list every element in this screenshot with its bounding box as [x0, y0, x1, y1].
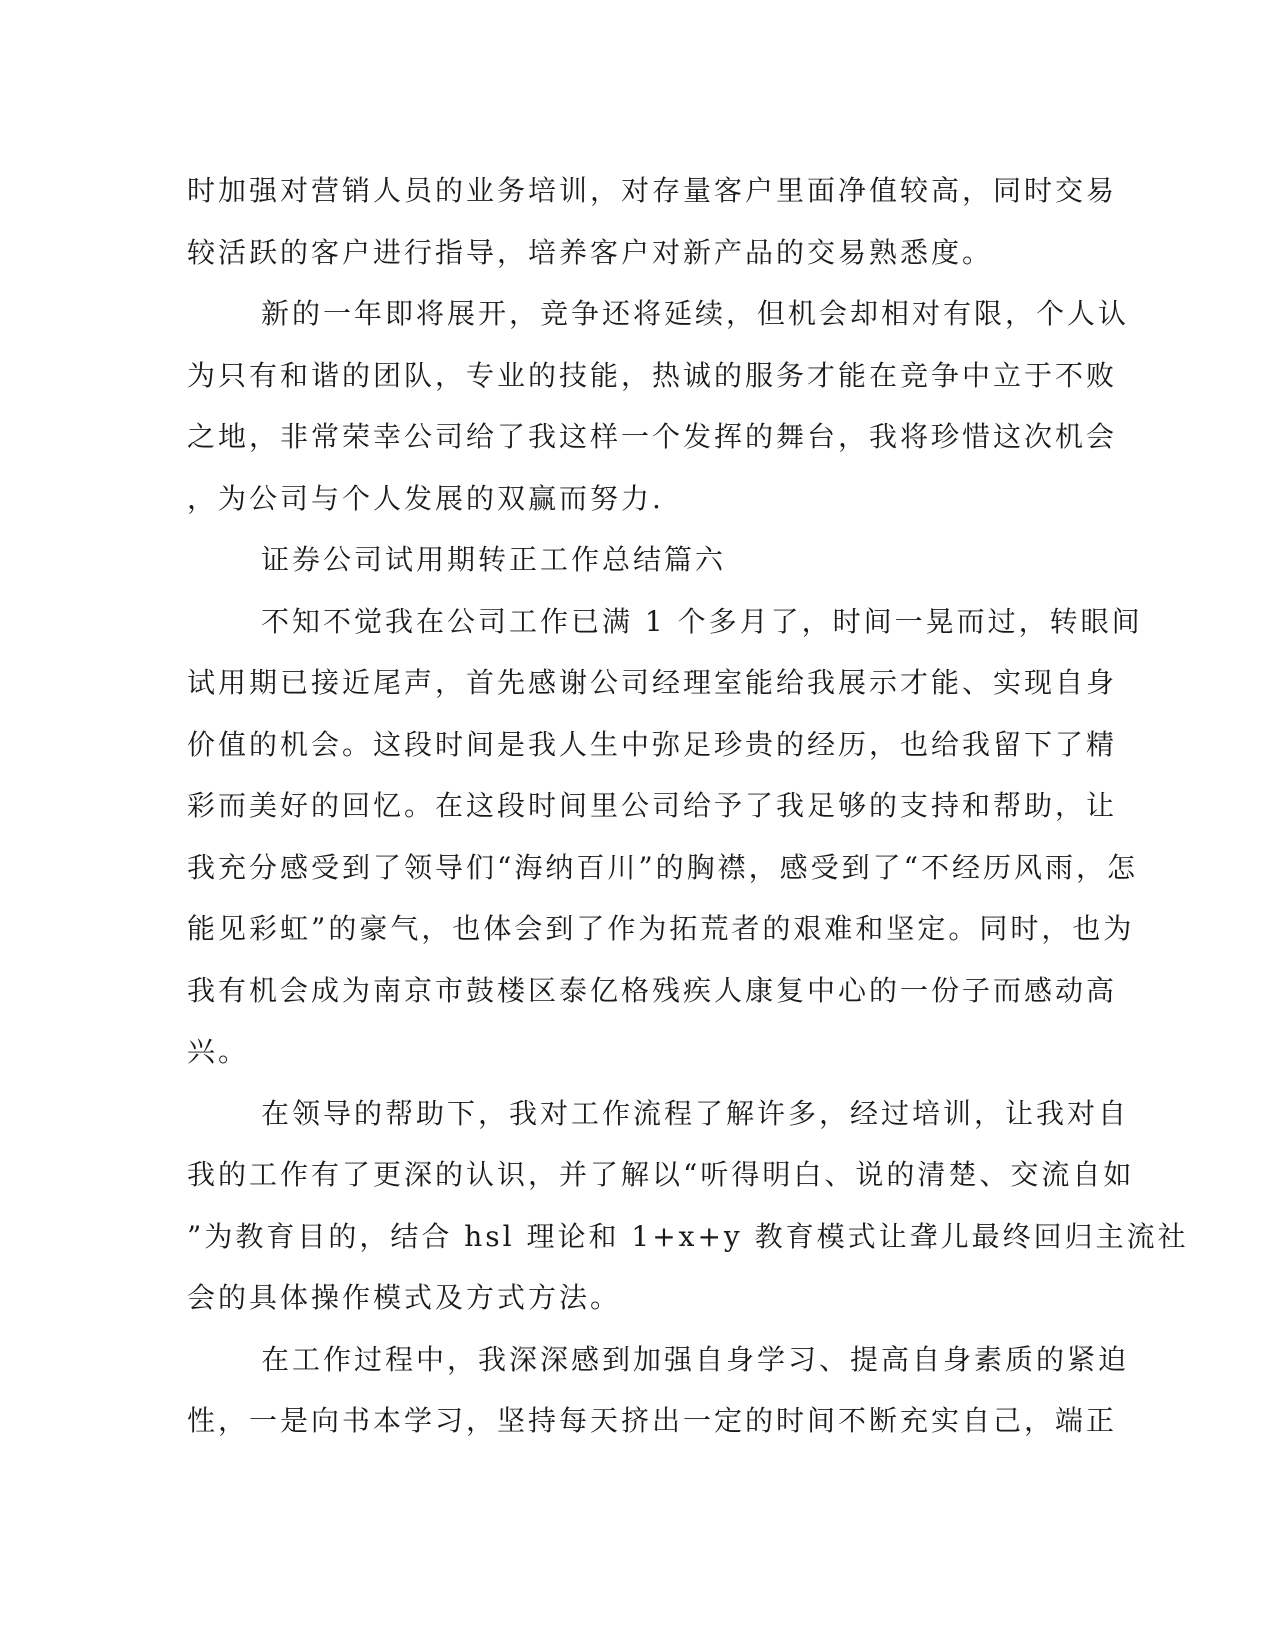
text-line: 我有机会成为南京市鼓楼区泰亿格残疾人康复中心的一份子而感动高 [187, 973, 1118, 1007]
text-line: 在领导的帮助下，我对工作流程了解许多，经过培训，让我对自 [261, 1096, 1130, 1130]
text-line: 能见彩虹”的豪气，也体会到了作为拓荒者的艰难和坚定。同时，也为 [187, 912, 1135, 945]
text-line: 试用期已接近尾声，首先感谢公司经理室能给我展示才能、实现自身 [187, 666, 1118, 699]
text-line: 在工作过程中，我深深感到加强自身学习、提高自身素质的紧迫 [261, 1342, 1130, 1376]
text-line: ，为公司与个人发展的双赢而努力. [187, 481, 664, 515]
text-line: 彩而美好的回忆。在这段时间里公司给予了我足够的支持和帮助，让 [187, 789, 1118, 822]
text-line: 时加强对营销人员的业务培训，对存量客户里面净值较高，同时交易 [187, 174, 1118, 207]
text-line: 为只有和谐的团队，专业的技能，热诚的服务才能在竞争中立于不败 [187, 358, 1118, 392]
text-line: 之地，非常荣幸公司给了我这样一个发挥的舞台，我将珍惜这次机会 [187, 420, 1118, 453]
document-body [187, 160, 1189, 1452]
text-line: 我的工作有了更深的认识，并了解以“听得明白、说的清楚、交流自如 [187, 1158, 1135, 1191]
text-line: 较活跃的客户进行指导，培养客户对新产品的交易熟悉度。 [187, 235, 994, 269]
text-line: 不知不觉我在公司工作已满 1 个多月了，时间一晃而过，转眼间 [261, 604, 1143, 638]
text-line: 价值的机会。这段时间是我人生中弥足珍贵的经历，也给我留下了精 [187, 727, 1118, 761]
text-line: ”为教育目的，结合 hsl 理论和 1+x+y 教育模式让聋儿最终回归主流社 [187, 1219, 1189, 1253]
text-line: 新的一年即将展开，竞争还将延续，但机会却相对有限，个人认 [261, 297, 1130, 330]
text-line: 性，一是向书本学习，坚持每天挤出一定的时间不断充实自己，端正 [187, 1404, 1118, 1437]
section-heading: 证券公司试用期转正工作总结篇六 [261, 543, 727, 576]
text-line: 兴。 [187, 1035, 250, 1068]
text-line: 会的具体操作模式及方式方法。 [187, 1281, 622, 1314]
text-line: 我充分感受到了领导们“海纳百川”的胸襟，感受到了“不经历风雨，怎 [187, 850, 1138, 884]
